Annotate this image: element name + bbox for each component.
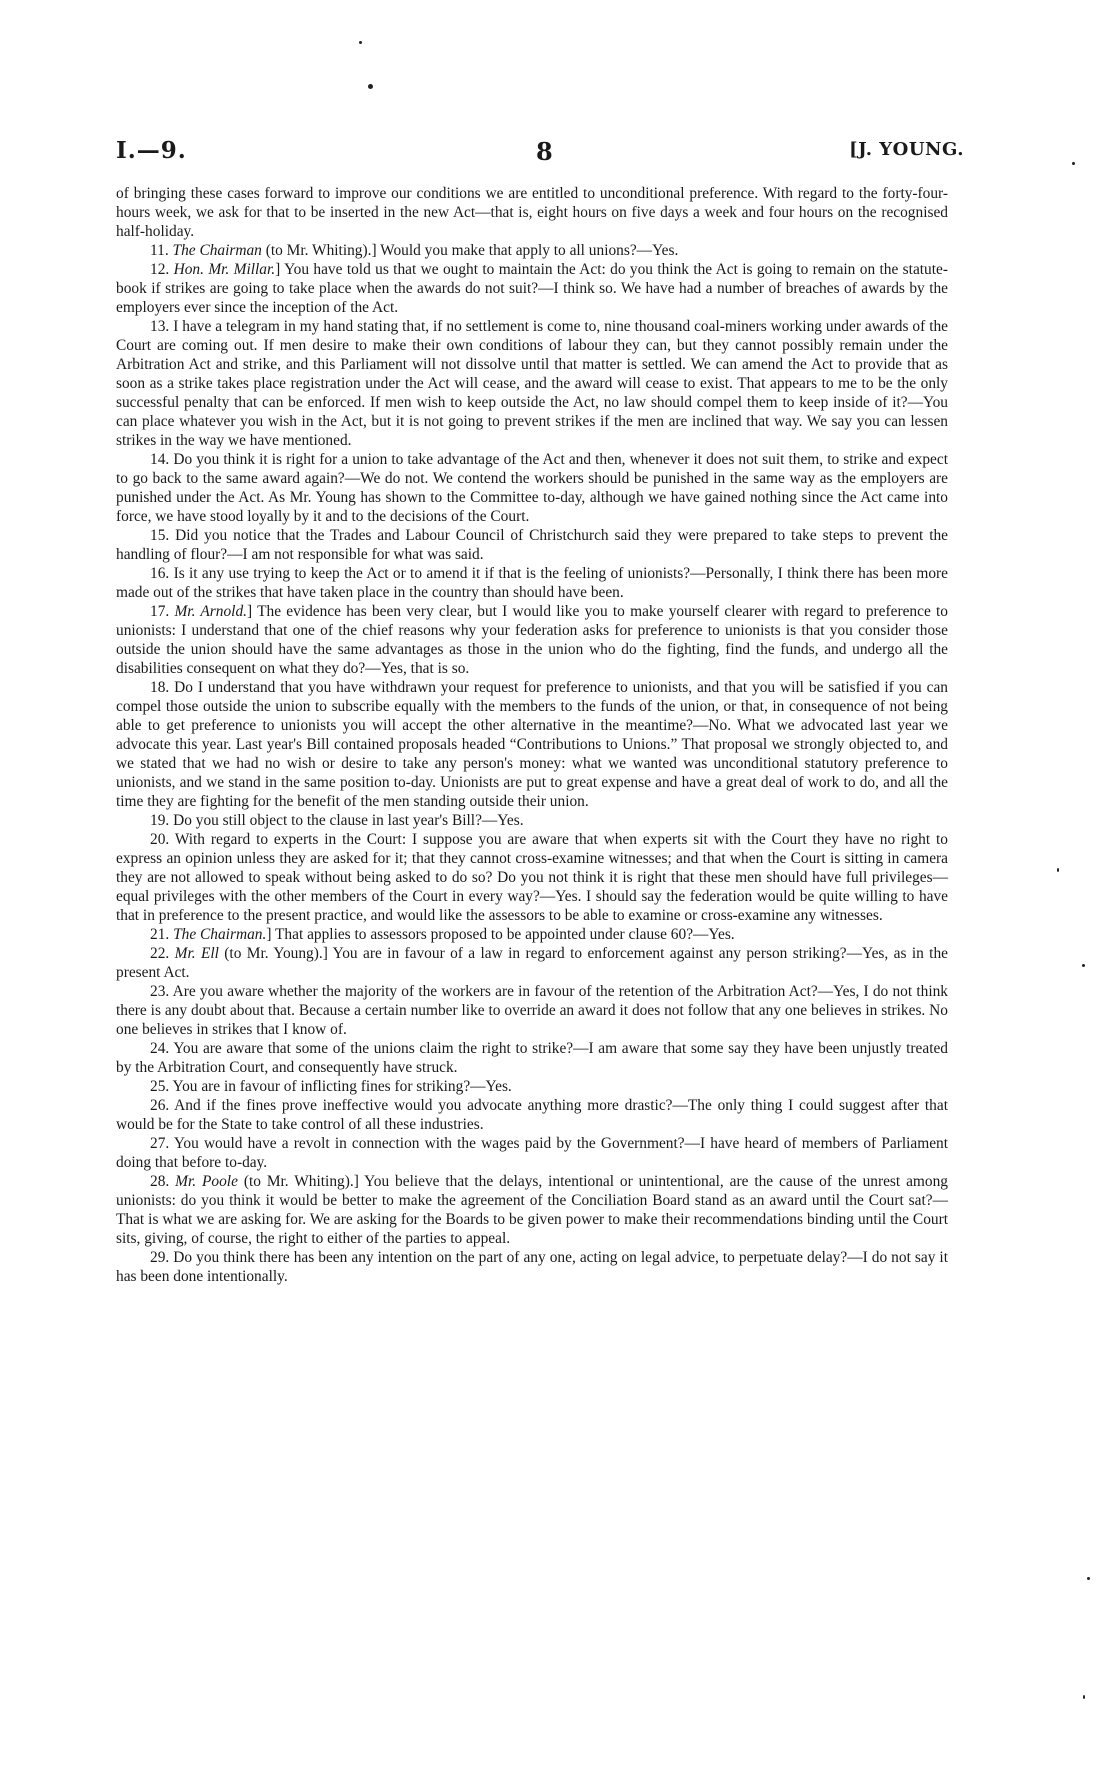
question-number: 18. — [150, 679, 175, 696]
question-number: 26. — [150, 1097, 175, 1114]
question-number: 14. — [150, 451, 174, 468]
question-number: 21. — [150, 926, 174, 943]
question-number: 16. — [150, 565, 174, 582]
question-number: 29. — [150, 1249, 174, 1266]
paragraph-text: You are in favour of inflicting fines for striking?—Yes. — [172, 1078, 512, 1095]
paragraph-text: Do you still object to the clause in last year's Bill?—Yes. — [173, 812, 524, 829]
speaker-name: Mr. Poole — [175, 1173, 238, 1190]
page-number: 8 — [536, 137, 553, 166]
paragraph — [116, 925, 948, 944]
paragraph-text: You are aware that some of the unions claim the right to strike?—I am aware that some say they have been unjustly treated by the Arbitration Court, and consequently have struck. — [116, 1040, 949, 1076]
question-number: 15. — [150, 527, 176, 544]
paragraph — [116, 830, 948, 925]
evidence-text — [116, 184, 948, 1286]
paragraph-text: Do I understand that you have withdrawn your request for preference to unionists, and that you will be satisfied if you can compel those outside the union to subscribe equally with the members to the funds of the union, or that, in consequence of not being able to get preference to unionists you will accept the other alternative in the meantime?—No. What we advocated last year we advocate this year. Last year's Bill contained proposals headed “Contributions to Unions.” That proposal we strongly objected to, and we stated that we had no wish or desire to take any person's money: what we wanted was unconditional statutory preference to unionists, and we stand in the same position to-day. Unionists are put to great expense and have a great deal of work to do, and all the time they are fighting for the benefit of the men standing outside their union. — [116, 679, 948, 810]
speaker-note: ] — [247, 603, 253, 620]
paragraph-text: I have a telegram in my hand stating that, if no settlement is come to, nine thousand coal-miners working under awards of the Court are coming out. If men desire to make their own conditions of labour they can, but they cannot possibly remain under the Arbitration Act and strike, and this Parliament will not dissolve until that matter is settled. We can amend the Act to provide that as soon as a strike takes place registration under the Act will cease, and the award will cease to exist. That appears to me to be the only successful penalty that can be enforced. If men wish to keep outside the Act, no law should compel them to keep inside of it?—You can place whatever you wish in the Act, but it is not going to prevent strikes if the men are inclined that way. We say you can lessen strikes in the way we have mentioned. — [116, 318, 948, 449]
question-number: 11. — [150, 242, 173, 259]
paragraph — [116, 450, 948, 526]
paragraph-text: Did you notice that the Trades and Labour Council of Christchurch said they were prepared to take steps to prevent the handling of flour?—I am not responsible for what was said. — [116, 527, 949, 563]
speaker-note: ] — [275, 261, 281, 278]
paragraph-text: You would have a revolt in connection with the wages paid by the Government?—I have heard of members of Parliament doing that before to-day. — [116, 1135, 948, 1171]
paragraph — [116, 526, 948, 564]
paragraph — [116, 1134, 948, 1172]
scan-speck — [1083, 1695, 1085, 1699]
paragraph — [116, 1077, 948, 1096]
speaker-name: The Chairman. — [173, 926, 267, 943]
speaker-name: Mr. Arnold. — [174, 603, 248, 620]
speaker-note: ] — [266, 926, 272, 943]
paragraph-text: Do you think it is right for a union to take advantage of the Act and then, whenever it does not suit them, to strike and expect to go back to the same award again?—We do not. We contend the workers should be punished in the same way as the employers are punished under the Act. As Mr. Young has shown to the Committee to-day, although we have gained nothing since the Act came into force, we have stood loyally by it and to the decisions of the Court. — [116, 451, 948, 525]
scan-speck — [1057, 868, 1059, 872]
speaker-note: (to Mr. Whiting).] — [261, 242, 377, 259]
paragraph-text: You believe that the delays, intentional or unintentional, are the cause of the unrest among unionists: do you think it would be better to make the agreement of the Conciliation Board stand as an award until the Court sat?—That is what we are asking for. We are asking for the Boards to be given power to make their recommendations binding until the Court sits, giving, of course, the right to either of the parties to appeal. — [116, 1173, 948, 1247]
paragraph-text: You have told us that we ought to maintain the Act: do you think the Act is going to remain on the statute-book if strikes are going to take place when the awards do not suit?—I think so. We have had a number of breaches of awards by the employers ever since the inception of the Act. — [116, 261, 948, 316]
page-header — [116, 137, 964, 167]
paragraph — [116, 602, 948, 678]
paragraph-text: That applies to assessors proposed to be appointed under clause 60?—Yes. — [271, 926, 735, 943]
question-number: 27. — [150, 1135, 174, 1152]
scan-speck — [1082, 964, 1085, 967]
paragraph-text: And if the fines prove ineffective would you advocate anything more drastic?—The only thing I could suggest after that would be for the State to take control of all these industries. — [116, 1097, 948, 1133]
question-number: 19. — [150, 812, 174, 829]
paragraph-text: The evidence has been very clear, but I would like you to make yourself clearer with regard to preference to unionists: I understand that one of the chief reasons why your federation asks for preference to unionists is that you consider those outside the union should have the same advantages as those in the union who do the fighting, find the funds, and undergo all the disabilities consequent on what they do?—Yes, that is so. — [116, 603, 948, 677]
paragraph — [116, 1172, 948, 1248]
paragraph — [116, 564, 948, 602]
speaker-name: Hon. Mr. Millar. — [173, 261, 276, 278]
question-number: 22. — [150, 945, 175, 962]
speaker-note: (to Mr. Young).] — [218, 945, 328, 962]
speaker-name: Mr. Ell — [174, 945, 219, 962]
question-number: 12. — [150, 261, 174, 278]
paragraph-text: of bringing these cases forward to improve our conditions we are entitled to unconditional preference. With regard to the forty-four-hours week, we ask for that to be inserted in the new Act—that is, eight hours on five days a week and four hours on the recognised half-holiday. — [116, 185, 948, 240]
paragraph — [116, 241, 948, 260]
witness-name: [J. YOUNG. — [849, 139, 964, 160]
paragraph — [116, 1039, 948, 1077]
scan-speck — [368, 84, 373, 89]
speaker-name: The Chairman — [172, 242, 262, 259]
question-number: 25. — [150, 1078, 173, 1095]
question-number: 28. — [150, 1173, 176, 1190]
question-number: 13. — [150, 318, 174, 335]
question-number: 20. — [150, 831, 175, 848]
paragraph-text: With regard to experts in the Court: I suppose you are aware that when experts sit with the Court they have no right to express an opinion unless they are asked for it; that they cannot cross-examine witnesses; and that when the Court is sitting in camera they are not allowed to speak without being asked to do so? Do you not think it is right that these men should have full privileges—equal privileges with the other members of the Court in every way?—Yes. I should say the federation would be quite willing to have that in preference to the present practice, and would like the assessors to be able to examine or cross-examine any witnesses. — [116, 831, 948, 924]
scan-speck — [1087, 1577, 1090, 1580]
paragraph — [116, 184, 948, 241]
paragraph — [116, 944, 948, 982]
paragraph-text: You are in favour of a law in regard to enforcement against any person striking?—Yes, as in the present Act. — [116, 945, 948, 981]
paragraph — [116, 811, 948, 830]
question-number: 24. — [150, 1040, 174, 1057]
paragraph-text: Do you think there has been any intention on the part of any one, acting on legal advice, to perpetuate delay?—I do not say it has been done intentionally. — [116, 1249, 948, 1285]
paragraph-text: Are you aware whether the majority of the workers are in favour of the retention of the Arbitration Act?—Yes, I do not think there is any doubt about that. Because a certain number like to override an award it does not follow that any one believes in strikes. No one believes in strikes that I know of. — [116, 983, 948, 1038]
paragraph — [116, 317, 948, 450]
paragraph-text: Would you make that apply to all unions?—Yes. — [376, 242, 679, 259]
question-number: 17. — [150, 603, 175, 620]
scan-speck — [359, 41, 362, 44]
paragraph — [116, 678, 948, 811]
paragraph — [116, 260, 948, 317]
speaker-note: (to Mr. Whiting).] — [237, 1173, 359, 1190]
scan-speck — [1072, 162, 1075, 165]
paragraph — [116, 1096, 948, 1134]
document-reference: I.—9. — [116, 137, 187, 164]
paragraph — [116, 982, 948, 1039]
paragraph — [116, 1248, 948, 1286]
paragraph-text: Is it any use trying to keep the Act or to amend it if that is the feeling of unionists?—Personally, I think there has been more made out of the strikes that have taken place in the country than should have been. — [116, 565, 948, 601]
question-number: 23. — [150, 983, 173, 1000]
